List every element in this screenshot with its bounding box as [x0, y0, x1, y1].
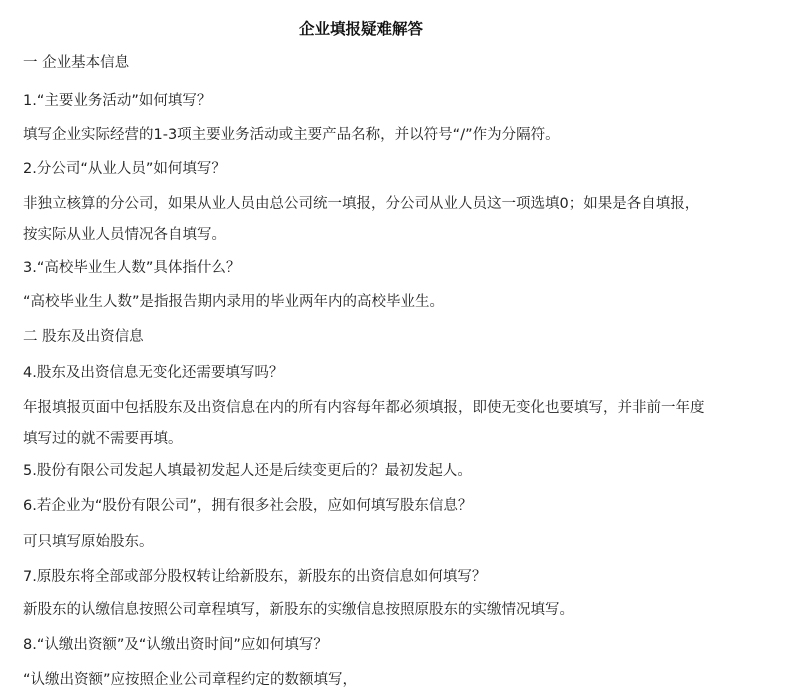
section-heading: 二 股东及出资信息 [23, 329, 144, 345]
section-heading: 一 企业基本信息 [23, 55, 130, 71]
question-text: 7.原股东将全部或部分股权转让给新股东，新股东的出资信息如何填写？ [23, 569, 487, 585]
answer-text: 年报填报页面中包括股东及出资信息在内的所有内容每年都必须填报，即使无变化也要填写，并非前一年度填写过的就不需要再填。 [23, 400, 705, 447]
question-text: 2.分公司“从业人员”如何填写？ [23, 161, 226, 177]
question-text: 5.股份有限公司发起人填最初发起人还是后续变更后的？最初发起人。 [23, 463, 472, 479]
document-title: 企业填报疑难解答 [298, 20, 423, 38]
answer-text: “认缴出资额”应按照企业公司章程约定的数额填写， [23, 672, 358, 688]
answer-text: 填写企业实际经营的1-3项主要业务活动或主要产品名称，并以符号“/”作为分隔符。 [23, 127, 560, 143]
answer-text: 可只填写原始股东。 [23, 534, 154, 550]
question-text: 6.若企业为“股份有限公司”，拥有很多社会股，应如何填写股东信息？ [23, 498, 473, 514]
answer-text: 非独立核算的分公司，如果从业人员由总公司统一填报，分公司从业人员这一项选填0；如果是各自填报，按实际从业人员情况各自填写。 [23, 196, 700, 243]
question-text: 1.“主要业务活动”如何填写？ [23, 93, 212, 109]
answer-text: “高校毕业生人数”是指报告期内录用的毕业两年内的高校毕业生。 [23, 294, 445, 310]
question-text: 8.“认缴出资额”及“认缴出资时间”应如何填写？ [23, 637, 328, 653]
question-text: 4.股东及出资信息无变化还需要填写吗？ [23, 365, 284, 381]
answer-text: 新股东的认缴信息按照公司章程填写，新股东的实缴信息按照原股东的实缴情况填写。 [23, 602, 574, 618]
question-text: 3.“高校毕业生人数”具体指什么？ [23, 260, 241, 276]
